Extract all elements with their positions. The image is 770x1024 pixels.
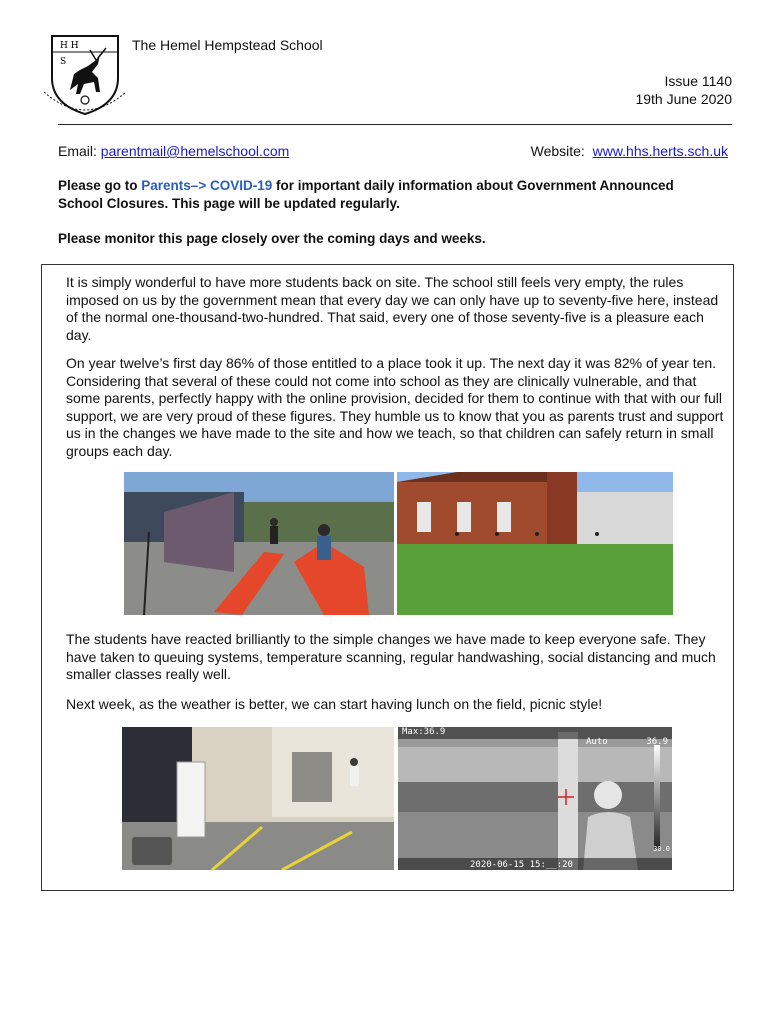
thermal-timestamp: 2020-06-15 15:__:20 <box>470 860 573 870</box>
issue-number: Issue 1140 <box>664 73 732 89</box>
handwash-station-photo <box>122 727 394 870</box>
email-block <box>58 143 289 159</box>
notice-prefix: Please go to <box>58 178 142 193</box>
thermal-temp: 36.9 <box>646 737 668 747</box>
thermal-max-label: Max:36.9 <box>402 727 446 737</box>
website-block <box>531 143 728 159</box>
svg-text:H H: H H <box>60 41 79 51</box>
covid-notice <box>58 177 708 213</box>
field-queue-photo <box>397 472 673 615</box>
notice-suffix: for important daily information about Government Announced School Closures. This page will be updated regularly. <box>58 178 674 211</box>
website-label: Website: <box>530 143 585 159</box>
issue-info <box>635 72 732 108</box>
article-paragraph: It is simply wonderful to have more students back on site. The school still feels very empty, the rules imposed on us by the government mean that every day we can only have up to seventy-five here, instead of the normal one-thousand-two-hundred. That said, every one of those seventy-five is a pleasure each day. <box>66 274 719 343</box>
article-paragraph: Next week, as the weather is better, we can start having lunch on the field, picnic style! <box>66 696 603 712</box>
queue-barriers-photo <box>124 472 394 615</box>
school-crest-logo <box>40 30 130 122</box>
website-link[interactable]: www.hhs.herts.sch.uk <box>592 143 728 159</box>
svg-text:S: S <box>60 57 67 67</box>
issue-date: 19th June 2020 <box>635 91 732 107</box>
article-paragraph: On year twelve’s first day 86% of those entitled to a place took it up. The next day it was 82% of year ten. Considering that several of these could not come into school as they are clinically vulnerable, and that some parents, perfectly happy with the online provision, decided for them to continue with that with our full support, we are very proud of these figures. They humble us to know that you as parents trust and support us in the changes we have made to the site and how we teach, so that children can safely return in small groups each day. <box>66 355 724 459</box>
thermal-scale-low: 30.0 <box>653 845 670 853</box>
article-box <box>41 264 734 891</box>
thermal-mode: Auto <box>586 737 608 747</box>
contact-bar <box>58 143 728 159</box>
thermal-camera-photo <box>398 727 672 870</box>
email-label: Email: <box>58 143 97 159</box>
school-name: The Hemel Hempstead School <box>132 37 323 53</box>
email-link[interactable]: parentmail@hemelschool.com <box>100 143 290 159</box>
header-divider <box>58 124 732 125</box>
monitor-notice: Please monitor this page closely over the coming days and weeks. <box>58 231 486 246</box>
article-paragraph: The students have reacted brilliantly to the simple changes we have made to keep everyone safe. They have taken to queuing systems, temperature scanning, regular handwashing, social distancing and much smaller classes really well. <box>66 631 716 682</box>
covid-page-link[interactable]: Parents–> COVID-19 <box>141 178 273 193</box>
